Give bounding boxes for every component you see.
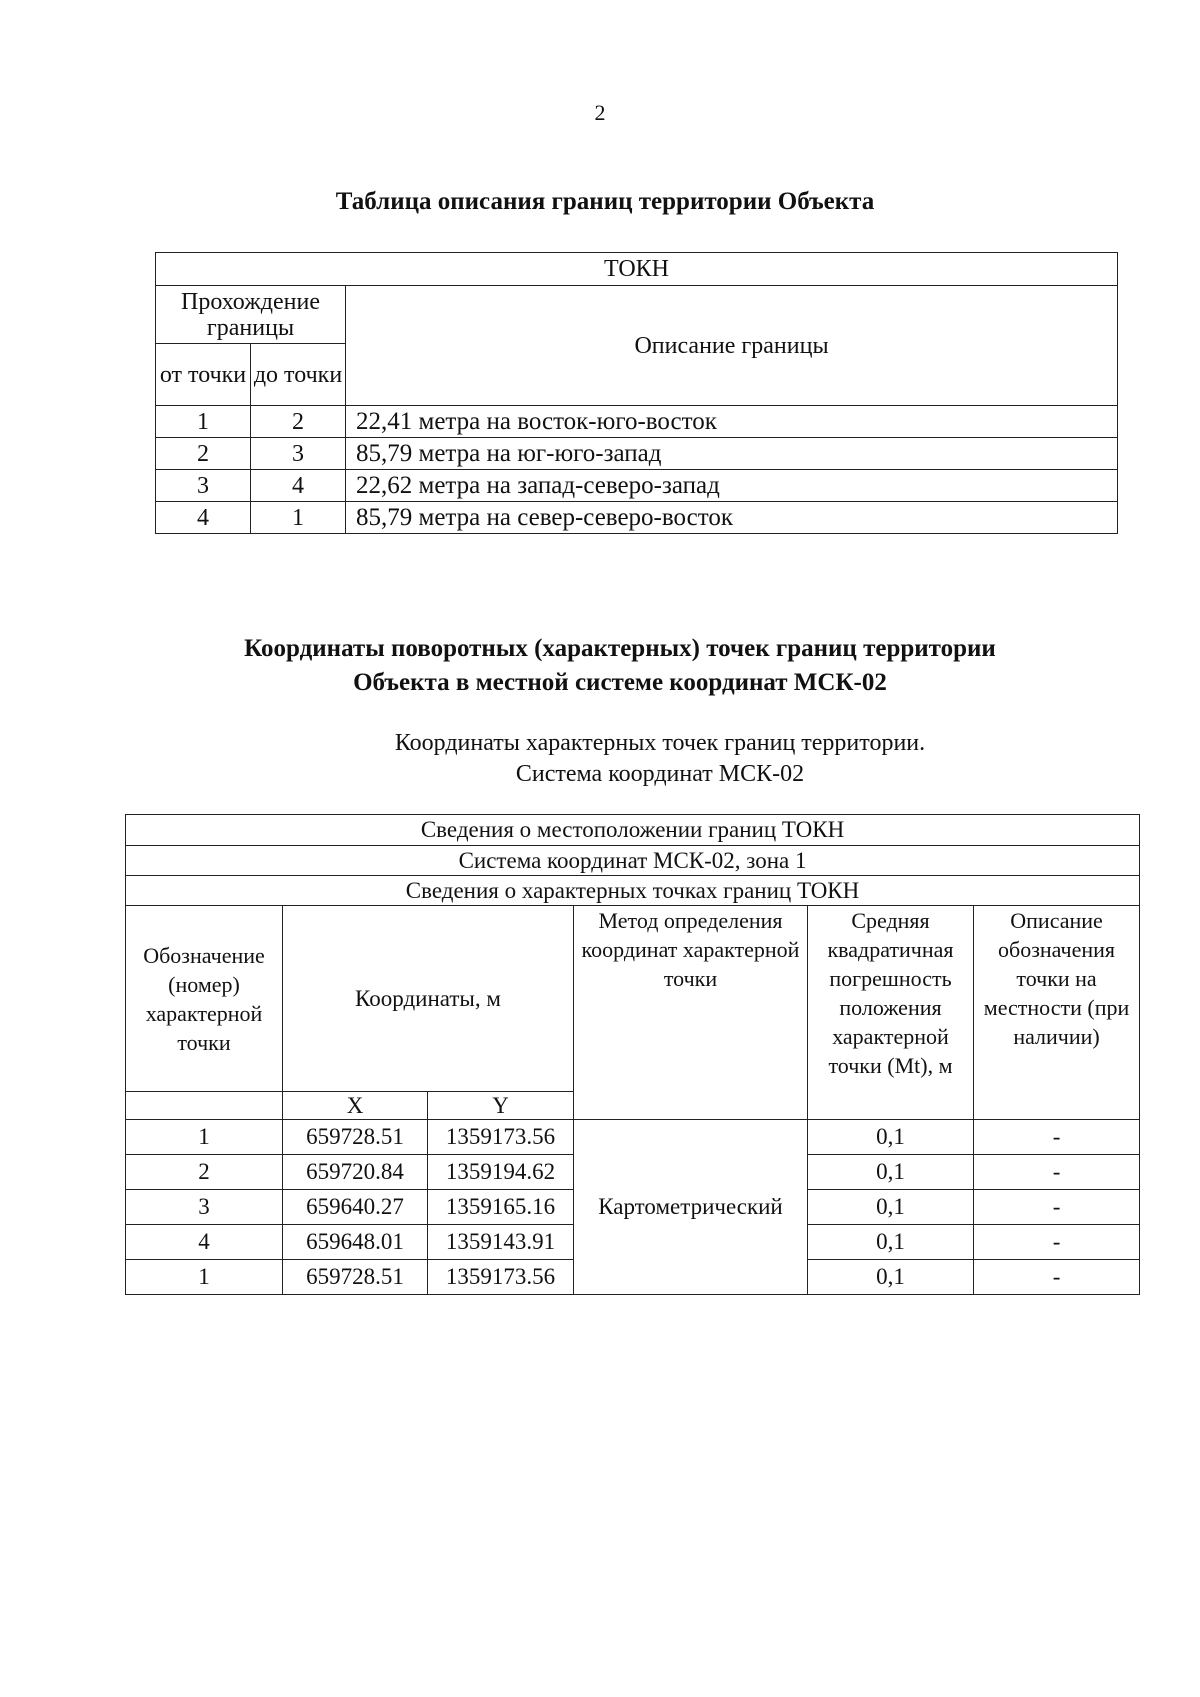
- table2-header1: Сведения о местоположении границ ТОКН: [126, 815, 1140, 846]
- point-y: 1359143.91: [428, 1225, 574, 1260]
- table-row: [126, 1120, 1140, 1155]
- point-x: 659720.84: [283, 1155, 428, 1190]
- point-description: -: [974, 1190, 1140, 1225]
- point-number: 3: [126, 1190, 283, 1225]
- point-error: 0,1: [808, 1225, 974, 1260]
- section2-subtitle: [0, 728, 1200, 790]
- section2-subtitle-line2: Система координат МСК-02: [515, 761, 805, 787]
- row-from: 1: [156, 406, 251, 438]
- table-row: [156, 502, 1118, 534]
- empty-cell: [126, 1092, 283, 1120]
- table-row: [156, 438, 1118, 470]
- point-y: 1359194.62: [428, 1155, 574, 1190]
- row-from: 3: [156, 470, 251, 502]
- point-number: 2: [126, 1155, 283, 1190]
- method-value: Картометрический: [574, 1120, 808, 1295]
- section2-title-line1: Координаты поворотных (характерных) точек границ территории: [244, 635, 996, 662]
- col-error: Средняя квадратичная погрешность положения характерной точки (Mt), м: [808, 906, 974, 1120]
- point-description: -: [974, 1120, 1140, 1155]
- row-from: 4: [156, 502, 251, 534]
- table2-header3: Сведения о характерных точках границ ТОКН: [126, 876, 1140, 906]
- col-method: Метод определения координат характерной точки: [574, 906, 808, 1120]
- section2-title-line2: Объекта в местной системе координат МСК-02: [353, 669, 887, 696]
- point-error: 0,1: [808, 1190, 974, 1225]
- row-description: 22,41 метра на восток-юго-восток: [346, 406, 1118, 438]
- point-error: 0,1: [808, 1260, 974, 1295]
- point-number: 1: [126, 1260, 283, 1295]
- point-number: 4: [126, 1225, 283, 1260]
- header-passage: Прохождение границы: [156, 286, 346, 344]
- table1-object-name: ТОКН: [156, 253, 1118, 286]
- point-number: 1: [126, 1120, 283, 1155]
- col-coordinates: Координаты, м: [283, 906, 574, 1092]
- point-x: 659648.01: [283, 1225, 428, 1260]
- point-x: 659728.51: [283, 1260, 428, 1295]
- page-number: 2: [594, 100, 606, 125]
- col-y: Y: [428, 1092, 574, 1120]
- point-x: 659728.51: [283, 1120, 428, 1155]
- point-description: -: [974, 1225, 1140, 1260]
- boundary-description-table: [155, 252, 1118, 534]
- point-y: 1359165.16: [428, 1190, 574, 1225]
- coordinates-table: [125, 814, 1140, 1295]
- col-designation: Обозначение (номер) характерной точки: [126, 906, 283, 1092]
- point-y: 1359173.56: [428, 1260, 574, 1295]
- row-description: 85,79 метра на север-северо-восток: [346, 502, 1118, 534]
- row-to: 3: [251, 438, 346, 470]
- point-description: -: [974, 1155, 1140, 1190]
- point-description: -: [974, 1260, 1140, 1295]
- table1-title: Таблица описания границ территории Объекта: [335, 188, 875, 215]
- section2-title: [0, 632, 1200, 700]
- row-from: 2: [156, 438, 251, 470]
- row-to: 2: [251, 406, 346, 438]
- table-row: [156, 470, 1118, 502]
- header-description: Описание границы: [346, 286, 1118, 406]
- row-to: 4: [251, 470, 346, 502]
- row-description: 85,79 метра на юг-юго-запад: [346, 438, 1118, 470]
- col-x: X: [283, 1092, 428, 1120]
- col-point-description: Описание обозначения точки на местности (при наличии): [974, 906, 1140, 1120]
- header-to: до точки: [251, 344, 346, 406]
- point-error: 0,1: [808, 1120, 974, 1155]
- table-row: [156, 406, 1118, 438]
- row-description: 22,62 метра на запад-северо-запад: [346, 470, 1118, 502]
- point-x: 659640.27: [283, 1190, 428, 1225]
- header-from: от точки: [156, 344, 251, 406]
- row-to: 1: [251, 502, 346, 534]
- section2-subtitle-line1: Координаты характерных точек границ территории.: [394, 730, 926, 756]
- point-error: 0,1: [808, 1155, 974, 1190]
- point-y: 1359173.56: [428, 1120, 574, 1155]
- table2-header2: Система координат МСК-02, зона 1: [126, 846, 1140, 876]
